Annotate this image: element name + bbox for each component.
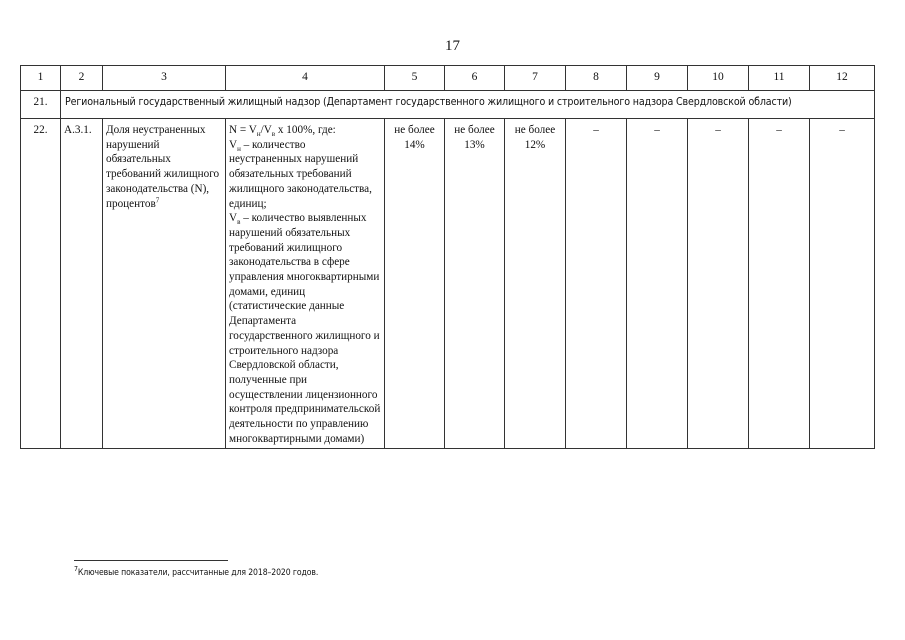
column-number: 11	[749, 66, 810, 91]
column-number: 6	[445, 66, 505, 91]
footnote-marker: 7	[155, 195, 160, 204]
formula-main: $N = V_н/V_в$ x 100%, где:	[229, 124, 336, 139]
column-number: 9	[627, 66, 688, 91]
footnote-divider	[74, 560, 228, 561]
section-row-number: 21.	[21, 91, 61, 119]
empty-value-col10: –	[688, 119, 749, 449]
column-number: 2	[61, 66, 103, 91]
target-value-col7: не более 12%	[505, 119, 566, 449]
column-number: 10	[688, 66, 749, 91]
footnote-text: Ключевые показатели, рассчитанные для 2018–2020 годов.	[77, 568, 319, 578]
indicator-code: А.3.1.	[61, 119, 103, 449]
target-value-col5: не более 14%	[385, 119, 445, 449]
column-number: 1	[21, 66, 61, 91]
formula-vn-definition: $V_н$ – количество неустраненных нарушений обязательных требований жилищного законодательства, единиц;	[229, 138, 372, 210]
indicator-name-text: Доля неустраненных нарушений обязательных требований жилищного законодательства (N), процентов	[106, 124, 220, 210]
section-row	[21, 91, 875, 119]
row-number: 22.	[21, 119, 61, 449]
footnote-number: 7	[74, 565, 78, 574]
target-value-col6: не более 13%	[445, 119, 505, 449]
table-row	[21, 119, 875, 449]
empty-value-col9: –	[627, 119, 688, 449]
footnote	[74, 565, 319, 578]
calculation-formula	[226, 119, 385, 449]
column-number: 3	[103, 66, 226, 91]
column-number: 12	[810, 66, 875, 91]
column-number: 7	[505, 66, 566, 91]
section-title: Региональный государственный жилищный надзор (Департамент государственного жилищного и строительного надзора Свердловской области)	[61, 91, 875, 119]
page-number: 17	[445, 38, 460, 54]
empty-value-col12: –	[810, 119, 875, 449]
column-number: 5	[385, 66, 445, 91]
column-number: 8	[566, 66, 627, 91]
column-number: 4	[226, 66, 385, 91]
formula-vv-definition: $V_в$ – количество выявленных нарушений обязательных требований жилищного законодательства в сфере управления многоквартирными домами, единиц (статистические данные Департамента государственного жилищного и строительного надзора Свердловской области, полученные при осуществлении лицензионного контроля предпринимательской деятельности по управлению многоквартирными домами)	[229, 212, 381, 445]
column-numbers-row	[21, 66, 875, 91]
indicator-name	[103, 119, 226, 449]
indicators-table	[20, 65, 875, 449]
empty-value-col8: –	[566, 119, 627, 449]
empty-value-col11: –	[749, 119, 810, 449]
